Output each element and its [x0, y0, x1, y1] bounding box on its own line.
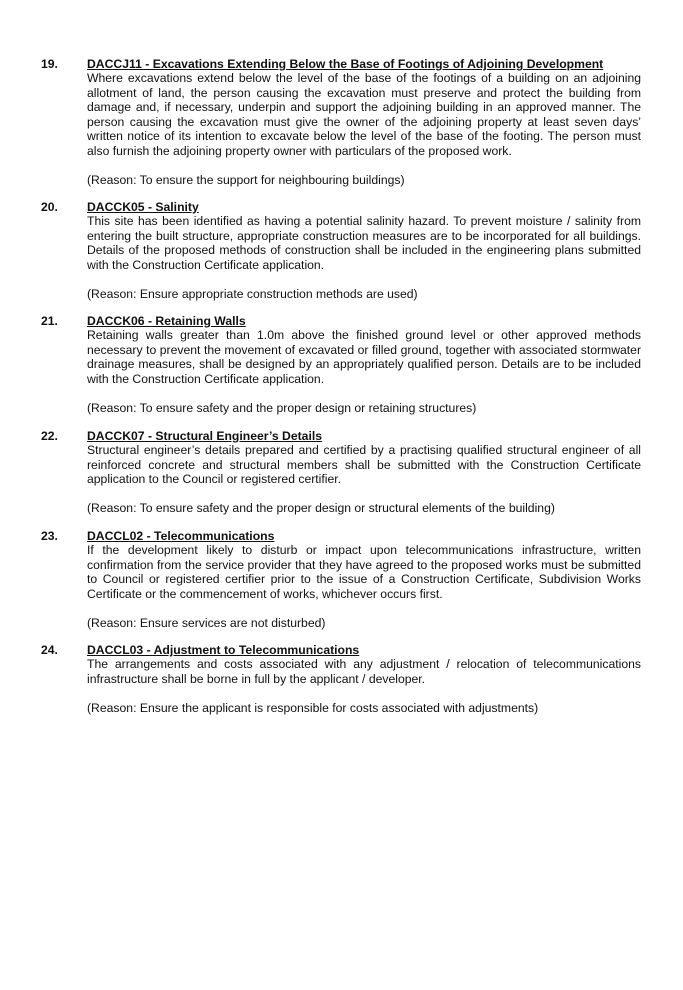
condition-number: 23. [41, 529, 58, 543]
condition-body [87, 429, 641, 516]
condition-body [87, 57, 641, 187]
condition-text: Retaining walls greater than 1.0m above the finished ground level or other approved methods necessary to prevent the movement of excavated or filled ground, together with associated stormwater drainage measures, shall be designed by an appropriately qualified person. Details are to be included with the Construction Certificate application. [87, 328, 641, 386]
condition-reason: (Reason: To ensure the support for neighbouring buildings) [87, 172, 405, 187]
condition-title: DACCK05 - Salinity [87, 200, 199, 214]
condition-title: DACCJ11 - Excavations Extending Below the Base of Footings of Adjoining Development [87, 57, 604, 71]
condition-number: 20. [41, 200, 58, 214]
condition-title: DACCL02 - Telecommunications [87, 529, 275, 543]
condition-text: This site has been identified as having a potential salinity hazard. To prevent moisture / salinity from entering the built structure, appropriate construction measures are to be incorporated for all buildings. Details of the proposed methods of construction shall be included in the engineering plans submitted with the Construction Certificate application. [87, 214, 641, 272]
condition-reason: (Reason: Ensure services are not disturbed) [87, 615, 326, 630]
condition-title: DACCK06 - Retaining Walls [87, 314, 246, 328]
condition-text: If the development likely to disturb or impact upon telecommunications infrastructure, written confirmation from the service provider that they have agreed to the proposed works must be submitted to Council or registered certifier prior to the issue of a Construction Certificate, Subdivision Works Certificate or the commencement of works, whichever occurs first. [87, 543, 641, 601]
condition-number: 24. [41, 643, 58, 657]
condition-text: The arrangements and costs associated with any adjustment / relocation of telecommunications infrastructure shall be borne in full by the applicant / developer. [87, 657, 641, 686]
condition-number: 21. [41, 314, 58, 328]
condition-reason: (Reason: To ensure safety and the proper design or structural elements of the building) [87, 501, 555, 516]
condition-body [87, 314, 641, 415]
condition-body [87, 529, 641, 630]
condition-reason: (Reason: Ensure the applicant is responsible for costs associated with adjustments) [87, 700, 539, 715]
condition-reason: (Reason: To ensure safety and the proper design or retaining structures) [87, 400, 477, 415]
condition-text: Where excavations extend below the level of the base of the footings of a building on an adjoining allotment of land, the person causing the excavation must preserve and protect the building from damage and, if necessary, underpin and support the adjoining building in an approved manner. The person causing the excavation must give the owner of the adjoining property at least seven days’ written notice of its intention to excavate below the level of the base of the footing. The person must also furnish the adjoining property owner with particulars of the proposed work. [87, 71, 641, 158]
condition-text: Structural engineer’s details prepared and certified by a practising qualified structural engineer of all reinforced concrete and structural members shall be submitted with the Construction Certificate application to the Council or registered certifier. [87, 443, 641, 487]
condition-title: DACCK07 - Structural Engineer’s Details [87, 429, 323, 443]
condition-body [87, 200, 641, 301]
condition-body [87, 643, 641, 715]
condition-reason: (Reason: Ensure appropriate construction methods are used) [87, 286, 418, 301]
condition-number: 19. [41, 57, 58, 71]
condition-title: DACCL03 - Adjustment to Telecommunications [87, 643, 360, 657]
condition-number: 22. [41, 429, 58, 443]
